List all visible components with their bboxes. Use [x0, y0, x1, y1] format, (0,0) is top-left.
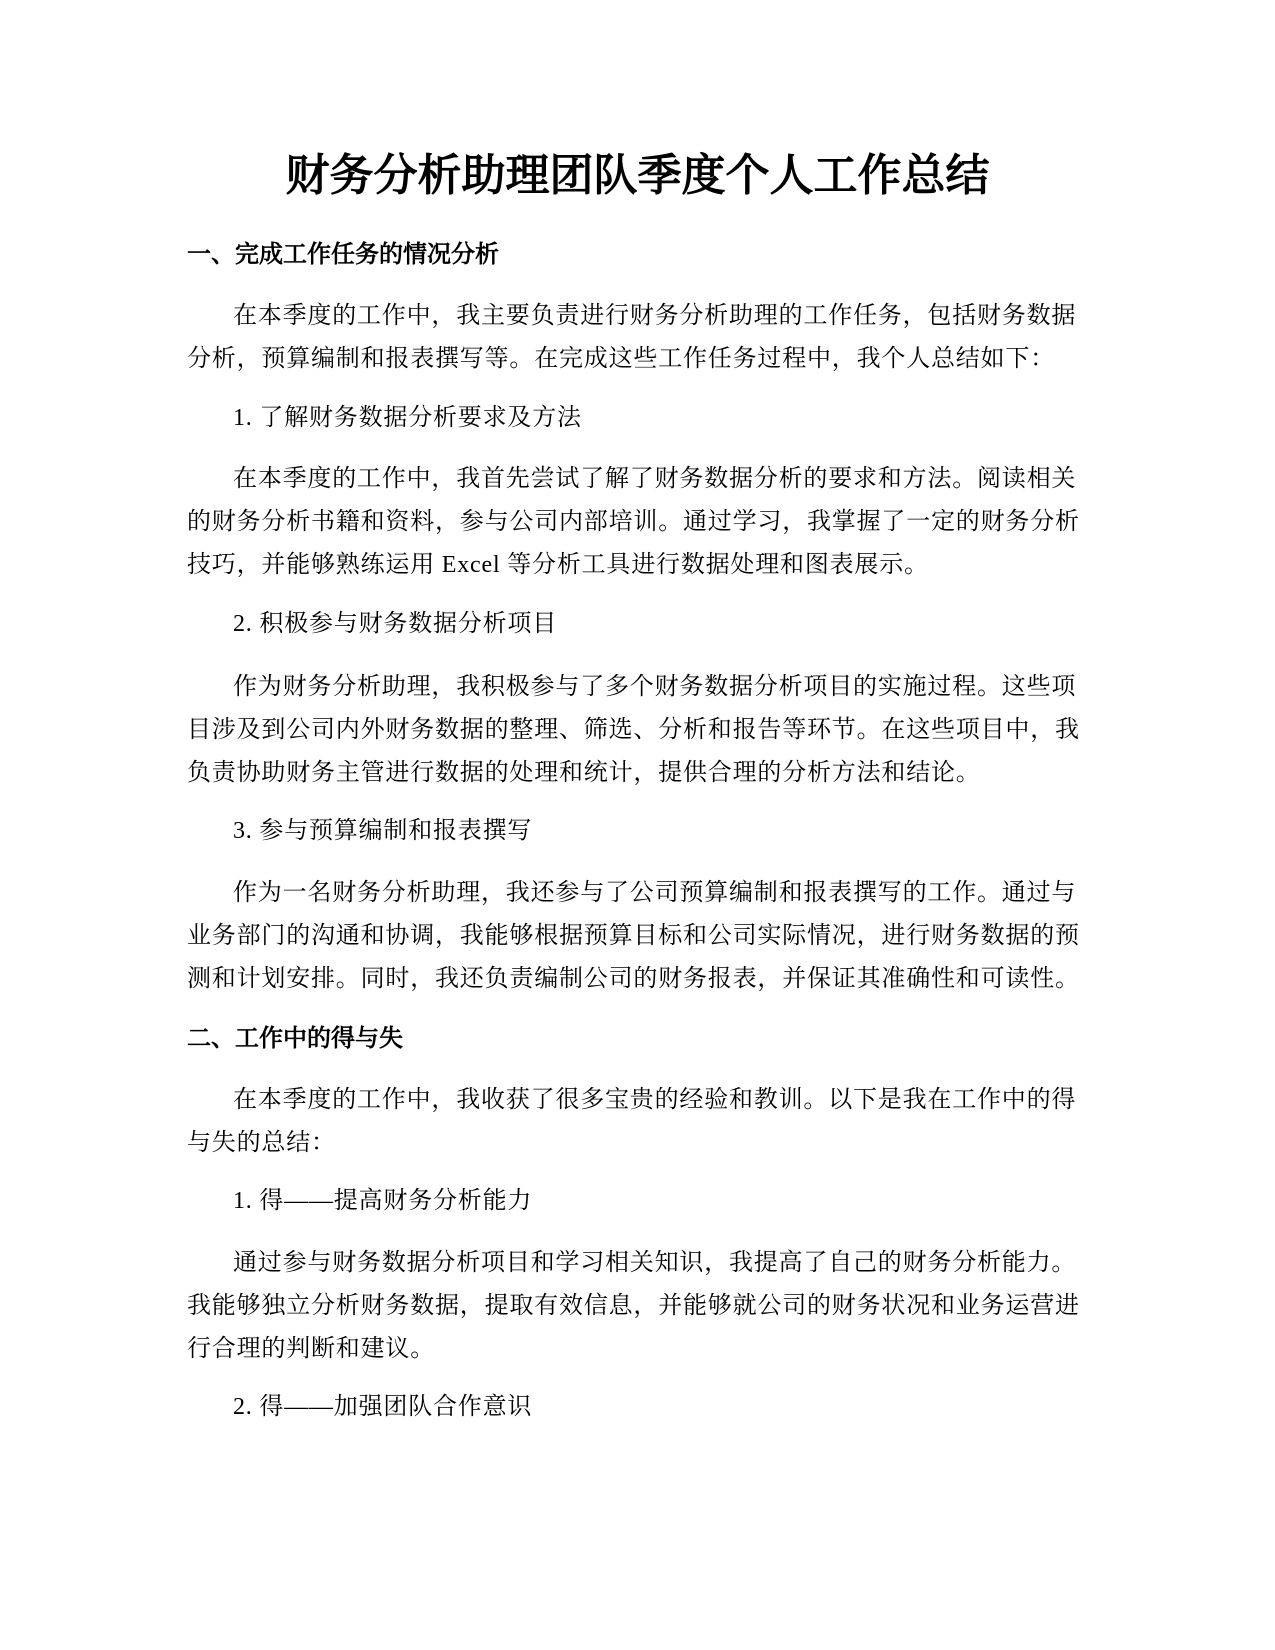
- section2-intro-paragraph: 在本季度的工作中，我收获了很多宝贵的经验和教训。以下是我在工作中的得与失的总结：: [187, 1087, 1077, 1156]
- section2-item-2-title: 2. 得——加强团队合作意识: [233, 1394, 533, 1420]
- section2-item-1-title: 1. 得——提高财务分析能力: [233, 1188, 533, 1214]
- section1-item-2-title: 2. 积极参与财务数据分析项目: [233, 611, 557, 637]
- section2-item-1-body: 通过参与财务数据分析项目和学习相关知识，我提高了自己的财务分析能力。我能够独立分析财务数据，提取有效信息，并能够就公司的财务状况和业务运营进行合理的判断和建议。: [187, 1250, 1080, 1362]
- section1-item-1-body: 在本季度的工作中，我首先尝试了解了财务数据分析的要求和方法。阅读相关的财务分析书籍和资料，参与公司内部培训。通过学习，我掌握了一定的财务分析技巧，并能够熟练运用 Excel 等分析工具进行数据处理和图表展示。: [187, 466, 1080, 578]
- section-heading-1: 一、完成工作任务的情况分析: [187, 240, 499, 268]
- section1-intro-paragraph: 在本季度的工作中，我主要负责进行财务分析助理的工作任务，包括财务数据分析，预算编制和报表撰写等。在完成这些工作任务过程中，我个人总结如下：: [187, 303, 1077, 372]
- section1-item-1-title: 1. 了解财务数据分析要求及方法: [233, 405, 582, 431]
- section1-item-3-title: 3. 参与预算编制和报表撰写: [233, 818, 533, 844]
- section1-item-3-body: 作为一名财务分析助理，我还参与了公司预算编制和报表撰写的工作。通过与业务部门的沟通和协调，我能够根据预算目标和公司实际情况，进行财务数据的预测和计划安排。同时，我还负责编制公司的财务报表，并保证其准确性和可读性。: [187, 880, 1080, 992]
- document-title: 财务分析助理团队季度个人工作总结: [285, 150, 990, 201]
- section1-item-2-body: 作为财务分析助理，我积极参与了多个财务数据分析项目的实施过程。这些项目涉及到公司内外财务数据的整理、筛选、分析和报告等环节。在这些项目中，我负责协助财务主管进行数据的处理和统计，提供合理的分析方法和结论。: [187, 674, 1080, 786]
- section-heading-2: 二、工作中的得与失: [187, 1024, 403, 1052]
